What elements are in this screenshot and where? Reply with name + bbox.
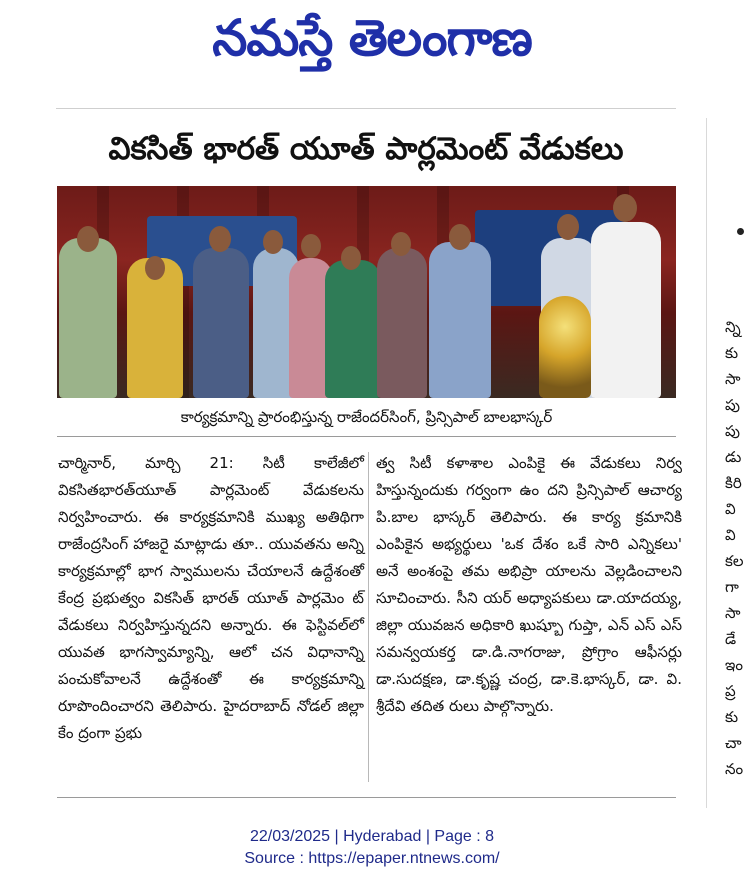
header-divider: [56, 108, 676, 109]
adjacent-article-fragment: కు: [725, 708, 739, 726]
adjacent-article-fragment: న్ని: [725, 318, 741, 336]
bullet-icon: [737, 228, 744, 235]
adjacent-article-fragment: కిరి: [725, 474, 742, 492]
adjacent-article-fragment: పు: [725, 396, 740, 414]
footer-source: Source : https://epaper.ntnews.com/: [244, 850, 500, 867]
column-divider: [368, 452, 369, 782]
adjacent-article-strip: [706, 118, 744, 808]
photo-caption: కార్యక్రమాన్ని ప్రారంభిస్తున్న రాజేందర్‌సింగ్, ప్రిన్సిపాల్ బాలభాస్కర్: [180, 408, 553, 426]
article-bottom-divider: [57, 797, 676, 798]
adjacent-article-fragment: వి: [725, 526, 736, 544]
article-headline: వికసిత్ భారత్ యూత్ పార్లమెంట్ వేడుకలు: [108, 131, 624, 167]
adjacent-article-fragment: చా: [725, 734, 742, 752]
adjacent-article-fragment: కల: [725, 552, 744, 570]
adjacent-article-fragment: సా: [725, 370, 741, 388]
adjacent-article-fragment: డు: [725, 448, 742, 466]
lamp-decoration: [539, 296, 591, 398]
adjacent-article-fragment: గా: [725, 578, 739, 596]
adjacent-article-fragment: డే: [725, 630, 737, 648]
article-column-left: చార్మినార్, మార్చి 21: సిటీ కాలేజీలో వికసితభారత్‌యూత్ పార్లమెంట్ వేడుకలను నిర్వహించారు. ఈ కార్యక్రమానికి ముఖ్య అతిథిగా రాజేంద్రసింగ్ హాజరై మాట్లాడు తూ.. యువతను అన్ని కార్యక్రమాల్లో భాగ స్వాములను చేయాలనే ఉద్దేశంతో కేంద్ర ప్రభుత్వం వికసిత్ భారత్ యూత్ పార్లమెం ట్ వేడుకలు నిర్వహిస్తున్నదని అన్నారు. ఈ ఫెస్టివల్‌లో యువత భాగస్వామ్యాన్ని, ఆలో చన విధానాన్ని పంచుకోవాలనే ఉద్దేశంతో ఈ కార్యక్రమాన్ని రూపొందించారని తెలిపారు. హైదరాబాద్ నోడల్ జిల్లా కేం ద్రంగా ప్రభు: [58, 454, 364, 742]
caption-divider: [57, 436, 676, 437]
adjacent-article-fragment: పు: [725, 422, 740, 440]
adjacent-article-fragment: నం: [725, 760, 744, 778]
adjacent-article-fragment: కు: [725, 344, 739, 362]
article-column-right: త్వ సిటీ కళాశాల ఎంపికై ఈ వేడుకలు నిర్వ హిస్తున్నందుకు గర్వంగా ఉం దని ప్రిన్సిపాల్ ఆచార్య పి.బాల భాస్కర్ తెలిపారు. ఈ కార్య క్రమానికి ఎంపికైన అభ్యర్థులు 'ఒక దేశం ఒకే సారి ఎన్నికలు' అనే అంశంపై తమ అభిప్రా యాలను వెల్లడించాలని సూచించారు. సీని యర్ అధ్యాపకులు డా.యాదయ్య, జిల్లా యువజన అధికారి ఖుష్బూ గుప్తా, ఎన్ ఎస్ ఎస్ సమన్వయకర్త డా.డి.నాగరాజు, ప్రోగ్రాం ఆఫీసర్లు డా.సుదక్షణ, డా.కృష్ణ చంద్ర, డా.కె.భాస్కర్, డా. వి. శ్రీదేవి తదిత రులు పాల్గొన్నారు.: [376, 454, 682, 715]
masthead-title: నమస్తే తెలంగాణ: [212, 8, 532, 67]
adjacent-article-fragment: ప్ర: [725, 682, 736, 700]
footer-dateline: 22/03/2025 | Hyderabad | Page : 8: [249, 828, 495, 845]
masthead: [0, 0, 744, 82]
article-photo: [57, 186, 676, 398]
adjacent-article-fragment: వి: [725, 500, 736, 518]
adjacent-article-fragment: ఇం: [725, 656, 743, 674]
adjacent-article-fragment: సా: [725, 604, 741, 622]
